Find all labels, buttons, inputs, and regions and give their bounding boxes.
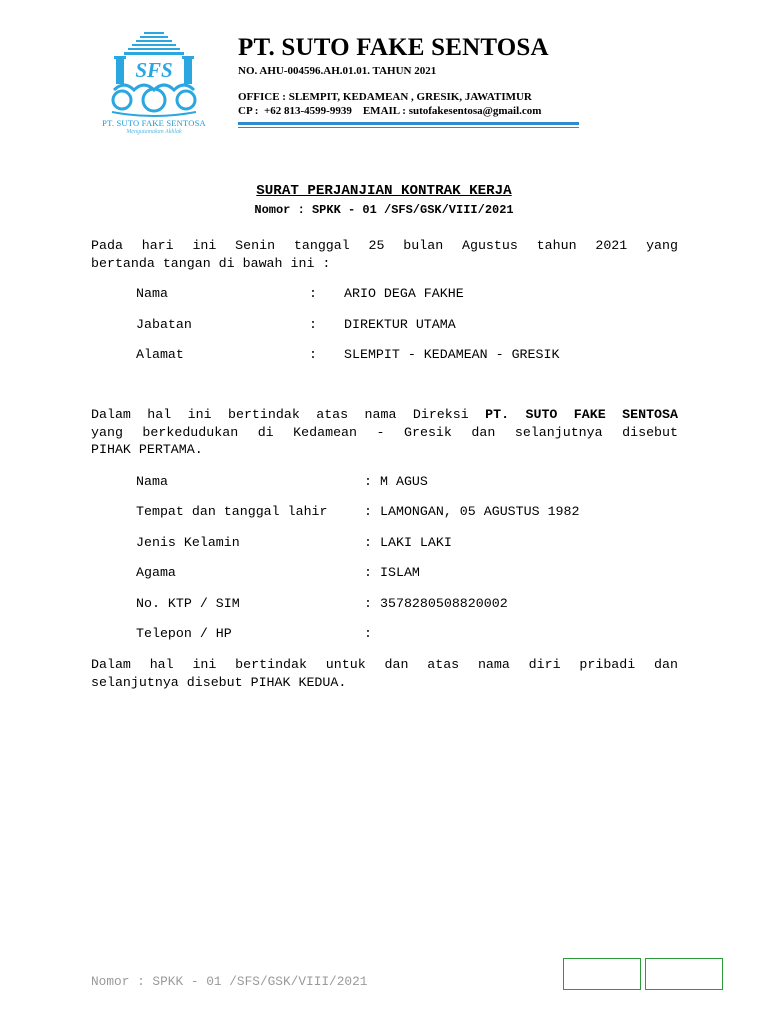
field-value: SLEMPIT - KEDAMEAN - GRESIK [344,347,560,362]
party1-desc-prefix: Dalam hal ini bertindak atas nama Direksi [91,407,486,422]
logo-company-name: PT. SUTO FAKE SENTOSA [102,118,206,128]
field-value: ISLAM [380,565,420,580]
initial-box-party2[interactable] [645,958,723,990]
party1-desc-line-3: PIHAK PERTAMA. [91,442,203,457]
field-label: No. KTP / SIM [136,596,240,611]
company-logo [92,30,216,142]
field-separator: : [309,347,317,362]
party2-row-religion [136,564,420,581]
party2-row-birth [136,503,580,520]
field-separator: : [364,535,372,550]
field-label: Alamat [136,347,184,362]
field-separator: : [364,474,372,489]
field-value: LAMONGAN, 05 AGUSTUS 1982 [380,504,580,519]
party2-row-name [136,473,428,490]
party1-desc-company: PT. SUTO FAKE SENTOSA [485,407,678,422]
svg-text:SFS: SFS [135,58,173,82]
party2-row-phone [136,625,380,642]
footer-document-number: Nomor : SPKK - 01 /SFS/GSK/VIII/2021 [91,974,368,989]
field-label: Nama [136,286,168,301]
document-title: SURAT PERJANJIAN KONTRAK KERJA [256,183,512,199]
field-label: Jabatan [136,317,192,332]
document-number: Nomor : SPKK - 01 /SFS/GSK/VIII/2021 [254,203,514,217]
field-label: Jenis Kelamin [136,535,240,550]
field-label: Telepon / HP [136,626,232,641]
party1-row-name [136,285,464,302]
party2-row-id [136,595,508,612]
field-value: ARIO DEGA FAKHE [344,286,464,301]
company-name: PT. SUTO FAKE SENTOSA [238,34,549,61]
intro-paragraph [91,237,678,272]
party1-desc-line-2: yang berkedudukan di Kedamean - Gresik dan selanjutnya disebut [91,424,678,440]
contact-line [238,105,541,117]
party1-row-position [136,316,456,333]
office-address: OFFICE : SLEMPIT, KEDAMEAN , GRESIK, JAWATIMUR [238,91,532,103]
field-label: Tempat dan tanggal lahir [136,504,328,519]
field-separator: : [309,286,317,301]
field-separator: : [364,565,372,580]
field-value: DIREKTUR UTAMA [344,317,456,332]
letterhead-rule-thick [238,122,579,125]
field-separator: : [309,317,317,332]
field-separator: : [364,504,372,519]
party1-desc-line-1 [91,406,678,424]
logo-emblem-icon [108,30,200,118]
field-separator: : [364,626,372,641]
cp-phone: +62 813-4599-9939 [263,105,352,117]
field-separator: : [364,596,372,611]
field-value: M AGUS [380,474,428,489]
intro-line-1: Pada hari ini Senin tanggal 25 bulan Agustus tahun 2021 yang [91,238,678,253]
registration-number: NO. AHU-004596.AH.01.01. TAHUN 2021 [238,65,437,77]
field-label: Nama [136,474,168,489]
letterhead-rule-thin [238,127,579,128]
initial-box-party1[interactable] [563,958,641,990]
party2-description [91,656,678,691]
field-value: LAKI LAKI [380,535,452,550]
email-address[interactable]: sutofakesentosa@gmail.com [408,105,542,117]
email-label: EMAIL : [362,105,406,117]
party1-description [91,406,678,459]
intro-line-2: bertanda tangan di bawah ini : [91,255,331,271]
party2-desc-line-2: selanjutnya disebut PIHAK KEDUA. [91,674,347,690]
party1-row-address [136,346,559,363]
field-value: 3578280508820002 [380,596,508,611]
field-label: Agama [136,565,176,580]
logo-tagline: Mengutamakan Akhlak [126,129,182,135]
party2-desc-line-1: Dalam hal ini bertindak untuk dan atas nama diri pribadi dan [91,657,678,672]
cp-label: CP : [238,105,259,117]
party2-row-gender [136,534,452,551]
